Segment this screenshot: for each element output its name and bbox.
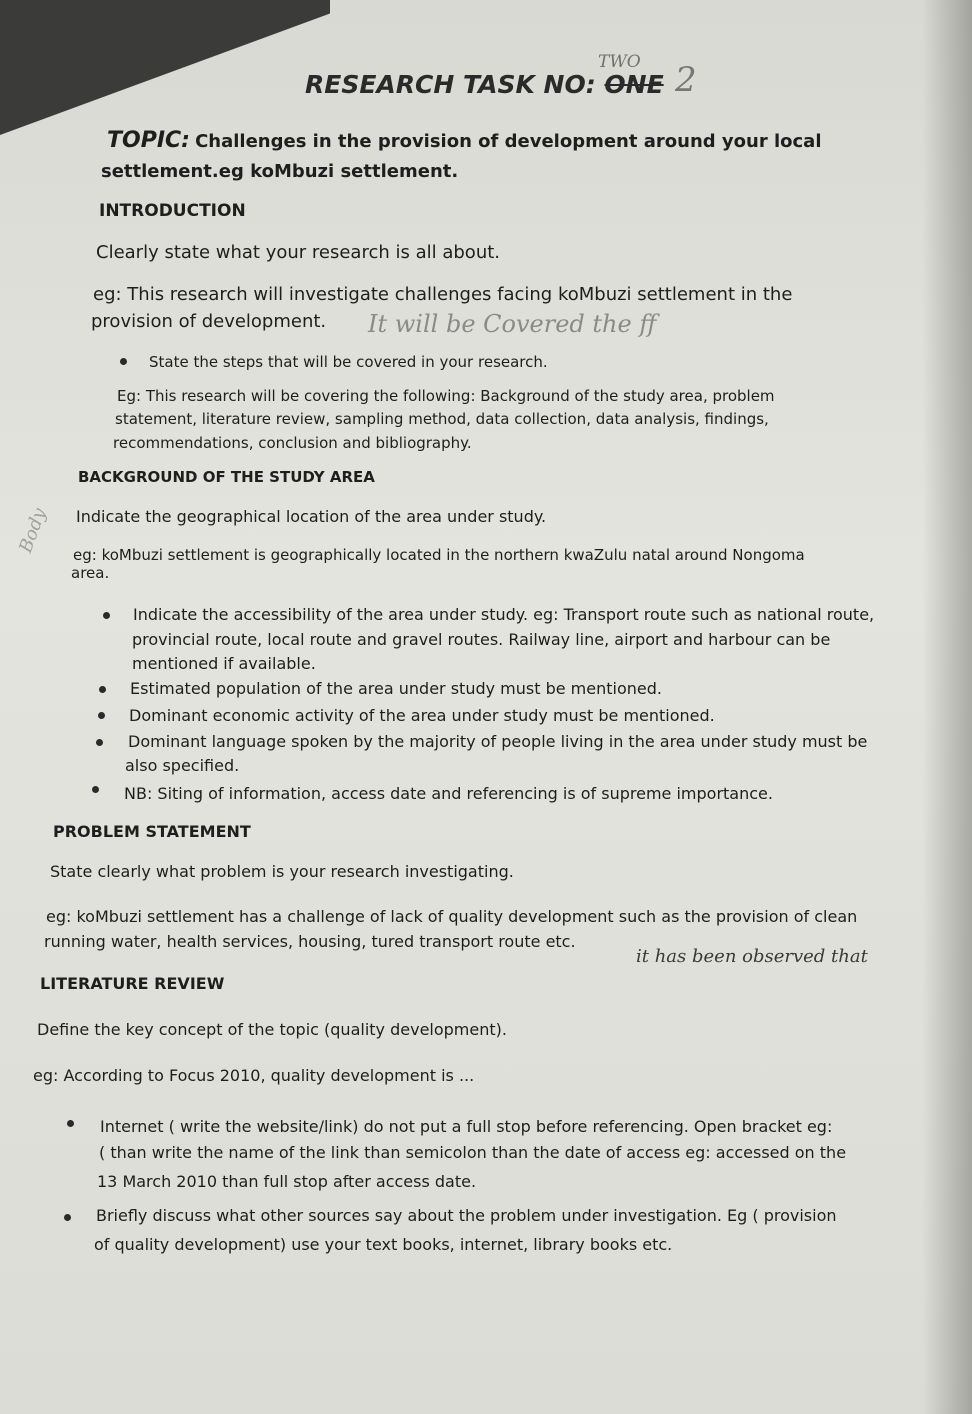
- background-bullet-1-line-3: mentioned if available.: [132, 654, 316, 673]
- background-example-1: eg: koMbuzi settlement is geographically located in the northern kwaZulu natal around Nongoma: [73, 546, 805, 564]
- bullet-icon: [96, 739, 103, 746]
- intro-example-1: eg: This research will investigate challenges facing koMbuzi settlement in the: [93, 284, 793, 305]
- handwritten-problem-note: it has been observed that: [636, 946, 868, 967]
- intro-steps-1: Eg: This research will be covering the following: Background of the study area, problem: [117, 387, 775, 405]
- literature-paragraph: Define the key concept of the topic (quality development).: [37, 1020, 507, 1039]
- bullet-icon: [67, 1120, 74, 1127]
- bullet-icon: [98, 712, 105, 719]
- bullet-icon: [99, 686, 106, 693]
- intro-steps-3: recommendations, conclusion and bibliography.: [113, 434, 472, 452]
- intro-example-2: provision of development.: [91, 311, 327, 332]
- bullet-icon: [120, 358, 127, 365]
- literature-heading: LITERATURE REVIEW: [40, 974, 225, 993]
- problem-paragraph: State clearly what problem is your research investigating.: [50, 862, 514, 881]
- background-bullet-1-line-2: provincial route, local route and gravel routes. Railway line, airport and harbour can be: [132, 630, 831, 649]
- bullet-icon: [103, 612, 110, 619]
- literature-example: eg: According to Focus 2010, quality development is ...: [33, 1066, 475, 1085]
- literature-bullet-1-line-1: Internet ( write the website/link) do not put a full stop before referencing. Open bracket eg:: [100, 1117, 833, 1136]
- title-struck-number: ONE: [604, 70, 664, 99]
- photo-shadow: [0, 0, 330, 135]
- topic-label: TOPIC:: [107, 128, 190, 153]
- handwritten-two: TWO: [598, 52, 641, 72]
- bullet-icon: [92, 786, 99, 793]
- handwritten-intro-note: It will be Covered the ff: [368, 310, 657, 338]
- literature-bullet-1-line-3: 13 March 2010 than full stop after access date.: [97, 1172, 477, 1191]
- background-example-2: area.: [71, 564, 110, 582]
- background-bullet-5: NB: Siting of information, access date and referencing is of supreme importance.: [124, 784, 773, 803]
- intro-bullet: State the steps that will be covered in your research.: [149, 353, 548, 371]
- problem-example-1: eg: koMbuzi settlement has a challenge of lack of quality development such as the provision of clean: [46, 907, 858, 926]
- background-bullet-2: Estimated population of the area under study must be mentioned.: [130, 679, 662, 698]
- background-bullet-4-line-2: also specified.: [125, 756, 240, 775]
- introduction-heading: INTRODUCTION: [99, 201, 246, 221]
- title-prefix: RESEARCH TASK NO:: [305, 70, 605, 99]
- literature-bullet-2-line-1: Briefly discuss what other sources say about the problem under investigation. Eg ( provision: [96, 1206, 837, 1225]
- bullet-icon: [64, 1214, 71, 1221]
- topic-line-1: [107, 128, 822, 153]
- intro-paragraph: Clearly state what your research is all about.: [96, 242, 501, 263]
- background-paragraph: Indicate the geographical location of the area under study.: [76, 507, 547, 526]
- handwritten-number: 2: [675, 60, 697, 100]
- background-heading: BACKGROUND OF THE STUDY AREA: [78, 468, 375, 486]
- background-bullet-4-line-1: Dominant language spoken by the majority of people living in the area under study must be: [128, 732, 868, 751]
- literature-bullet-1-line-2: ( than write the name of the link than semicolon than the date of access eg: accessed on the: [99, 1143, 847, 1162]
- handwritten-margin-note: Body: [15, 505, 51, 556]
- topic-line-2: settlement.eg koMbuzi settlement.: [101, 161, 459, 182]
- topic-text-1: Challenges in the provision of development around your local: [195, 131, 822, 152]
- literature-bullet-2-line-2: of quality development) use your text books, internet, library books etc.: [94, 1235, 673, 1254]
- background-bullet-3: Dominant economic activity of the area under study must be mentioned.: [129, 706, 715, 725]
- page-edge-shadow: [922, 0, 972, 1414]
- page-title: [305, 70, 664, 99]
- problem-example-2: running water, health services, housing, tured transport route etc.: [44, 932, 576, 951]
- problem-heading: PROBLEM STATEMENT: [53, 822, 251, 841]
- intro-steps-2: statement, literature review, sampling method, data collection, data analysis, findings,: [115, 410, 769, 428]
- background-bullet-1-line-1: Indicate the accessibility of the area under study. eg: Transport route such as national route,: [133, 605, 875, 624]
